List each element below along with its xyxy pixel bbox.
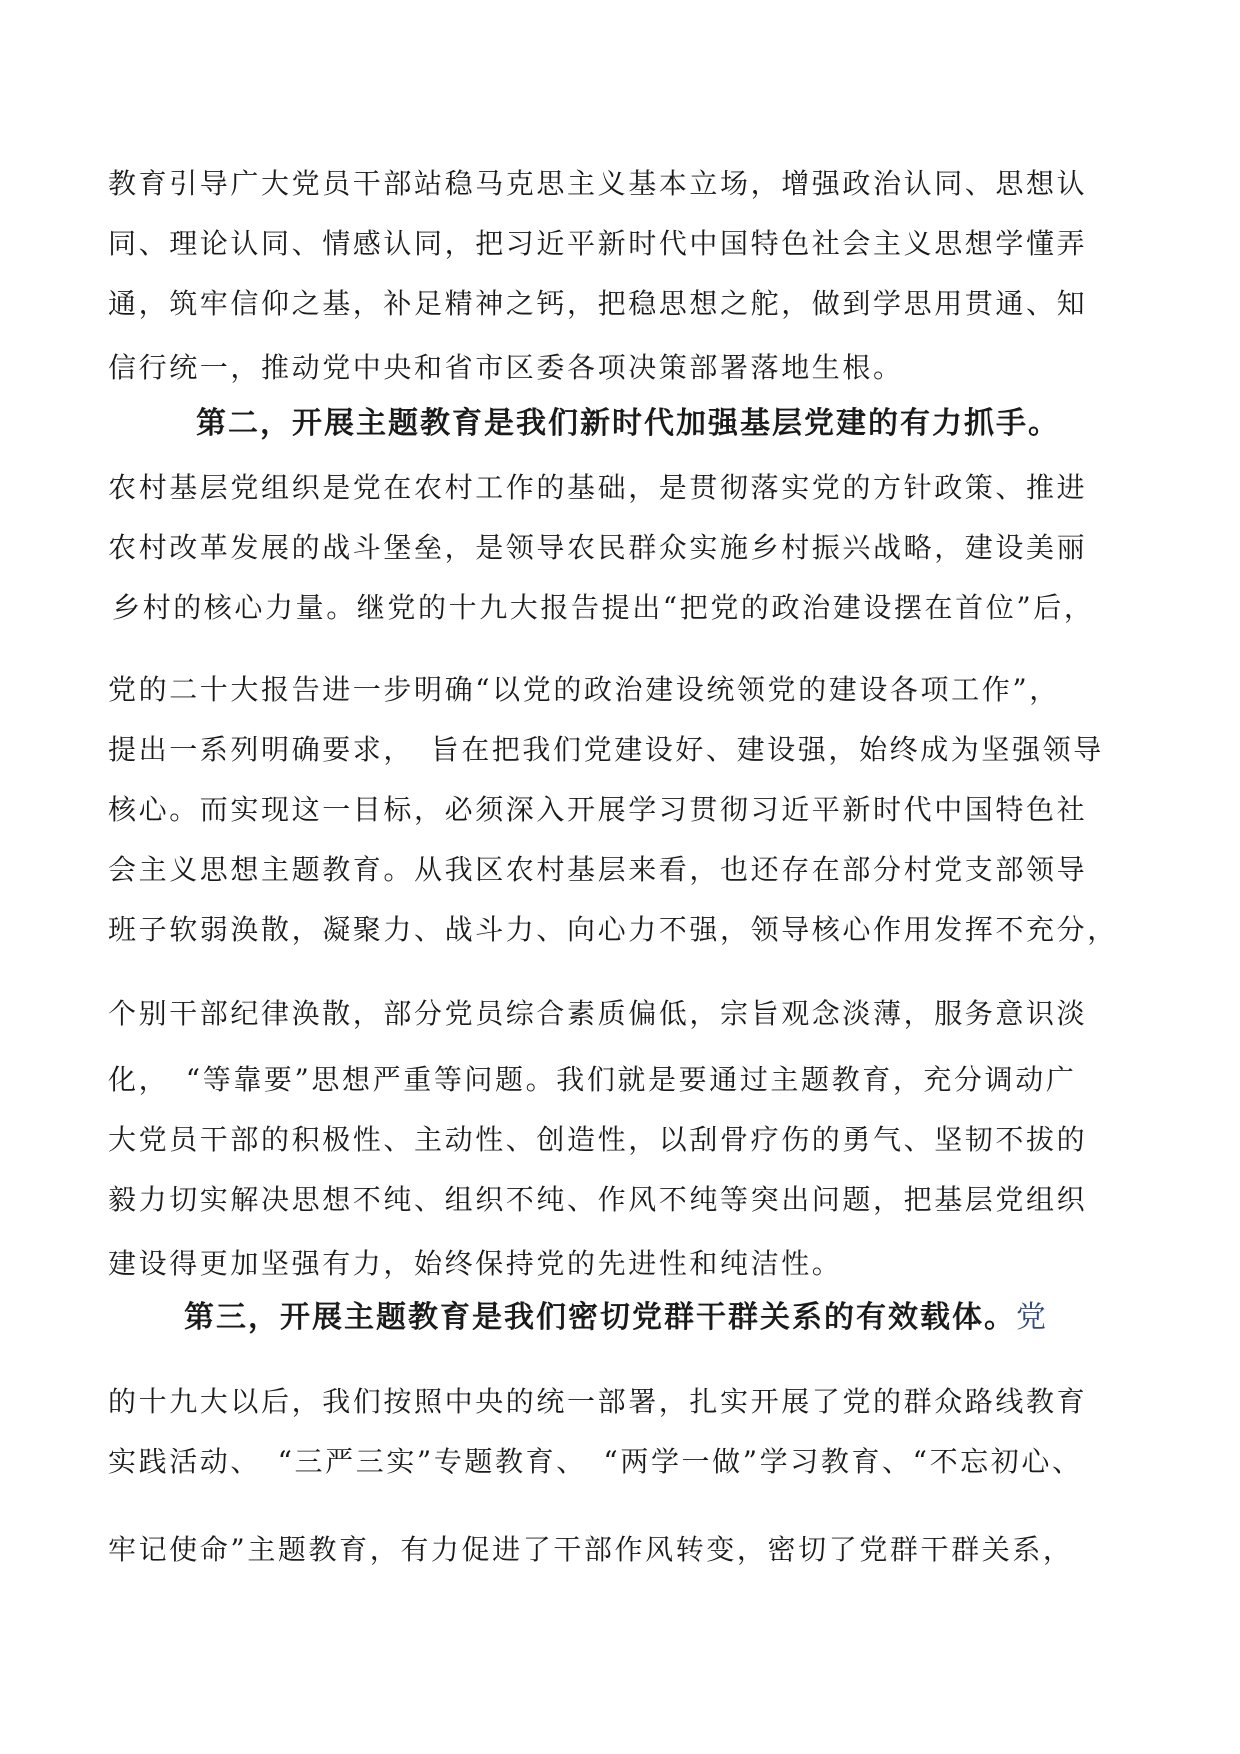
section-heading-3-continuation: 党 [1016,1300,1048,1335]
body-line-10: 核心。而实现这一目标，必须深入开展学习贯彻习近平新时代中国特色社 [108,793,1088,826]
body-line-4: 信行统一，推动党中央和省市区委各项决策部署落地生根。 [108,351,904,384]
body-line-14: 化， “等靠要”思想严重等问题。我们就是要通过主题教育，充分调动广 [108,1063,1077,1096]
section-heading-2: 第二，开展主题教育是我们新时代加强基层党建的有力抓手。 [196,406,1060,441]
body-line-6: 农村改革发展的战斗堡垒，是领导农民群众实施乡村振兴战略，建设美丽 [108,531,1088,564]
body-line-7: 乡村的核心力量。继党的十九大报告提出“把党的政治建设摆在首位”后， [112,591,1095,624]
body-line-2: 同、理论认同、情感认同，把习近平新时代中国特色社会主义思想学懂弄 [108,227,1088,260]
section-heading-3 [184,1298,1048,1338]
body-line-3: 通，筑牢信仰之基，补足精神之钙，把稳思想之舵，做到学思用贯通、知 [108,287,1088,320]
body-line-16: 毅力切实解决思想不纯、组织不纯、作风不纯等突出问题，把基层党组织 [108,1183,1088,1216]
body-line-13: 个别干部纪律涣散，部分党员综合素质偏低，宗旨观念淡薄，服务意识淡 [108,997,1088,1030]
section-heading-3-text: 第三，开展主题教育是我们密切党群干群关系的有效载体。 [184,1300,1016,1335]
body-line-1: 教育引导广大党员干部站稳马克思主义基本立场，增强政治认同、思想认 [108,167,1088,200]
body-line-19: 实践活动、 “三严三实”专题教育、 “两学一做”学习教育、“不忘初心、 [108,1445,1083,1478]
body-line-17: 建设得更加坚强有力，始终保持党的先进性和纯洁性。 [108,1247,843,1280]
body-line-18: 的十九大以后，我们按照中央的统一部署，扎实开展了党的群众路线教育 [108,1385,1088,1418]
body-line-11: 会主义思想主题教育。从我区农村基层来看，也还存在部分村党支部领导 [108,853,1088,886]
body-line-9: 提出一系列明确要求， 旨在把我们党建设好、建设强，始终成为坚强领导 [108,733,1104,766]
body-line-8: 党的二十大报告进一步明确“以党的政治建设统领党的建设各项工作”， [108,673,1060,706]
body-line-12: 班子软弱涣散，凝聚力、战斗力、向心力不强，领导核心作用发挥不充分， [108,913,1118,946]
body-line-5: 农村基层党组织是党在农村工作的基础，是贯彻落实党的方针政策、推进 [108,471,1088,504]
body-line-20: 牢记使命”主题教育，有力促进了干部作风转变，密切了党群干群关系， [108,1533,1074,1566]
body-line-15: 大党员干部的积极性、主动性、创造性，以刮骨疗伤的勇气、坚韧不拔的 [108,1123,1088,1156]
